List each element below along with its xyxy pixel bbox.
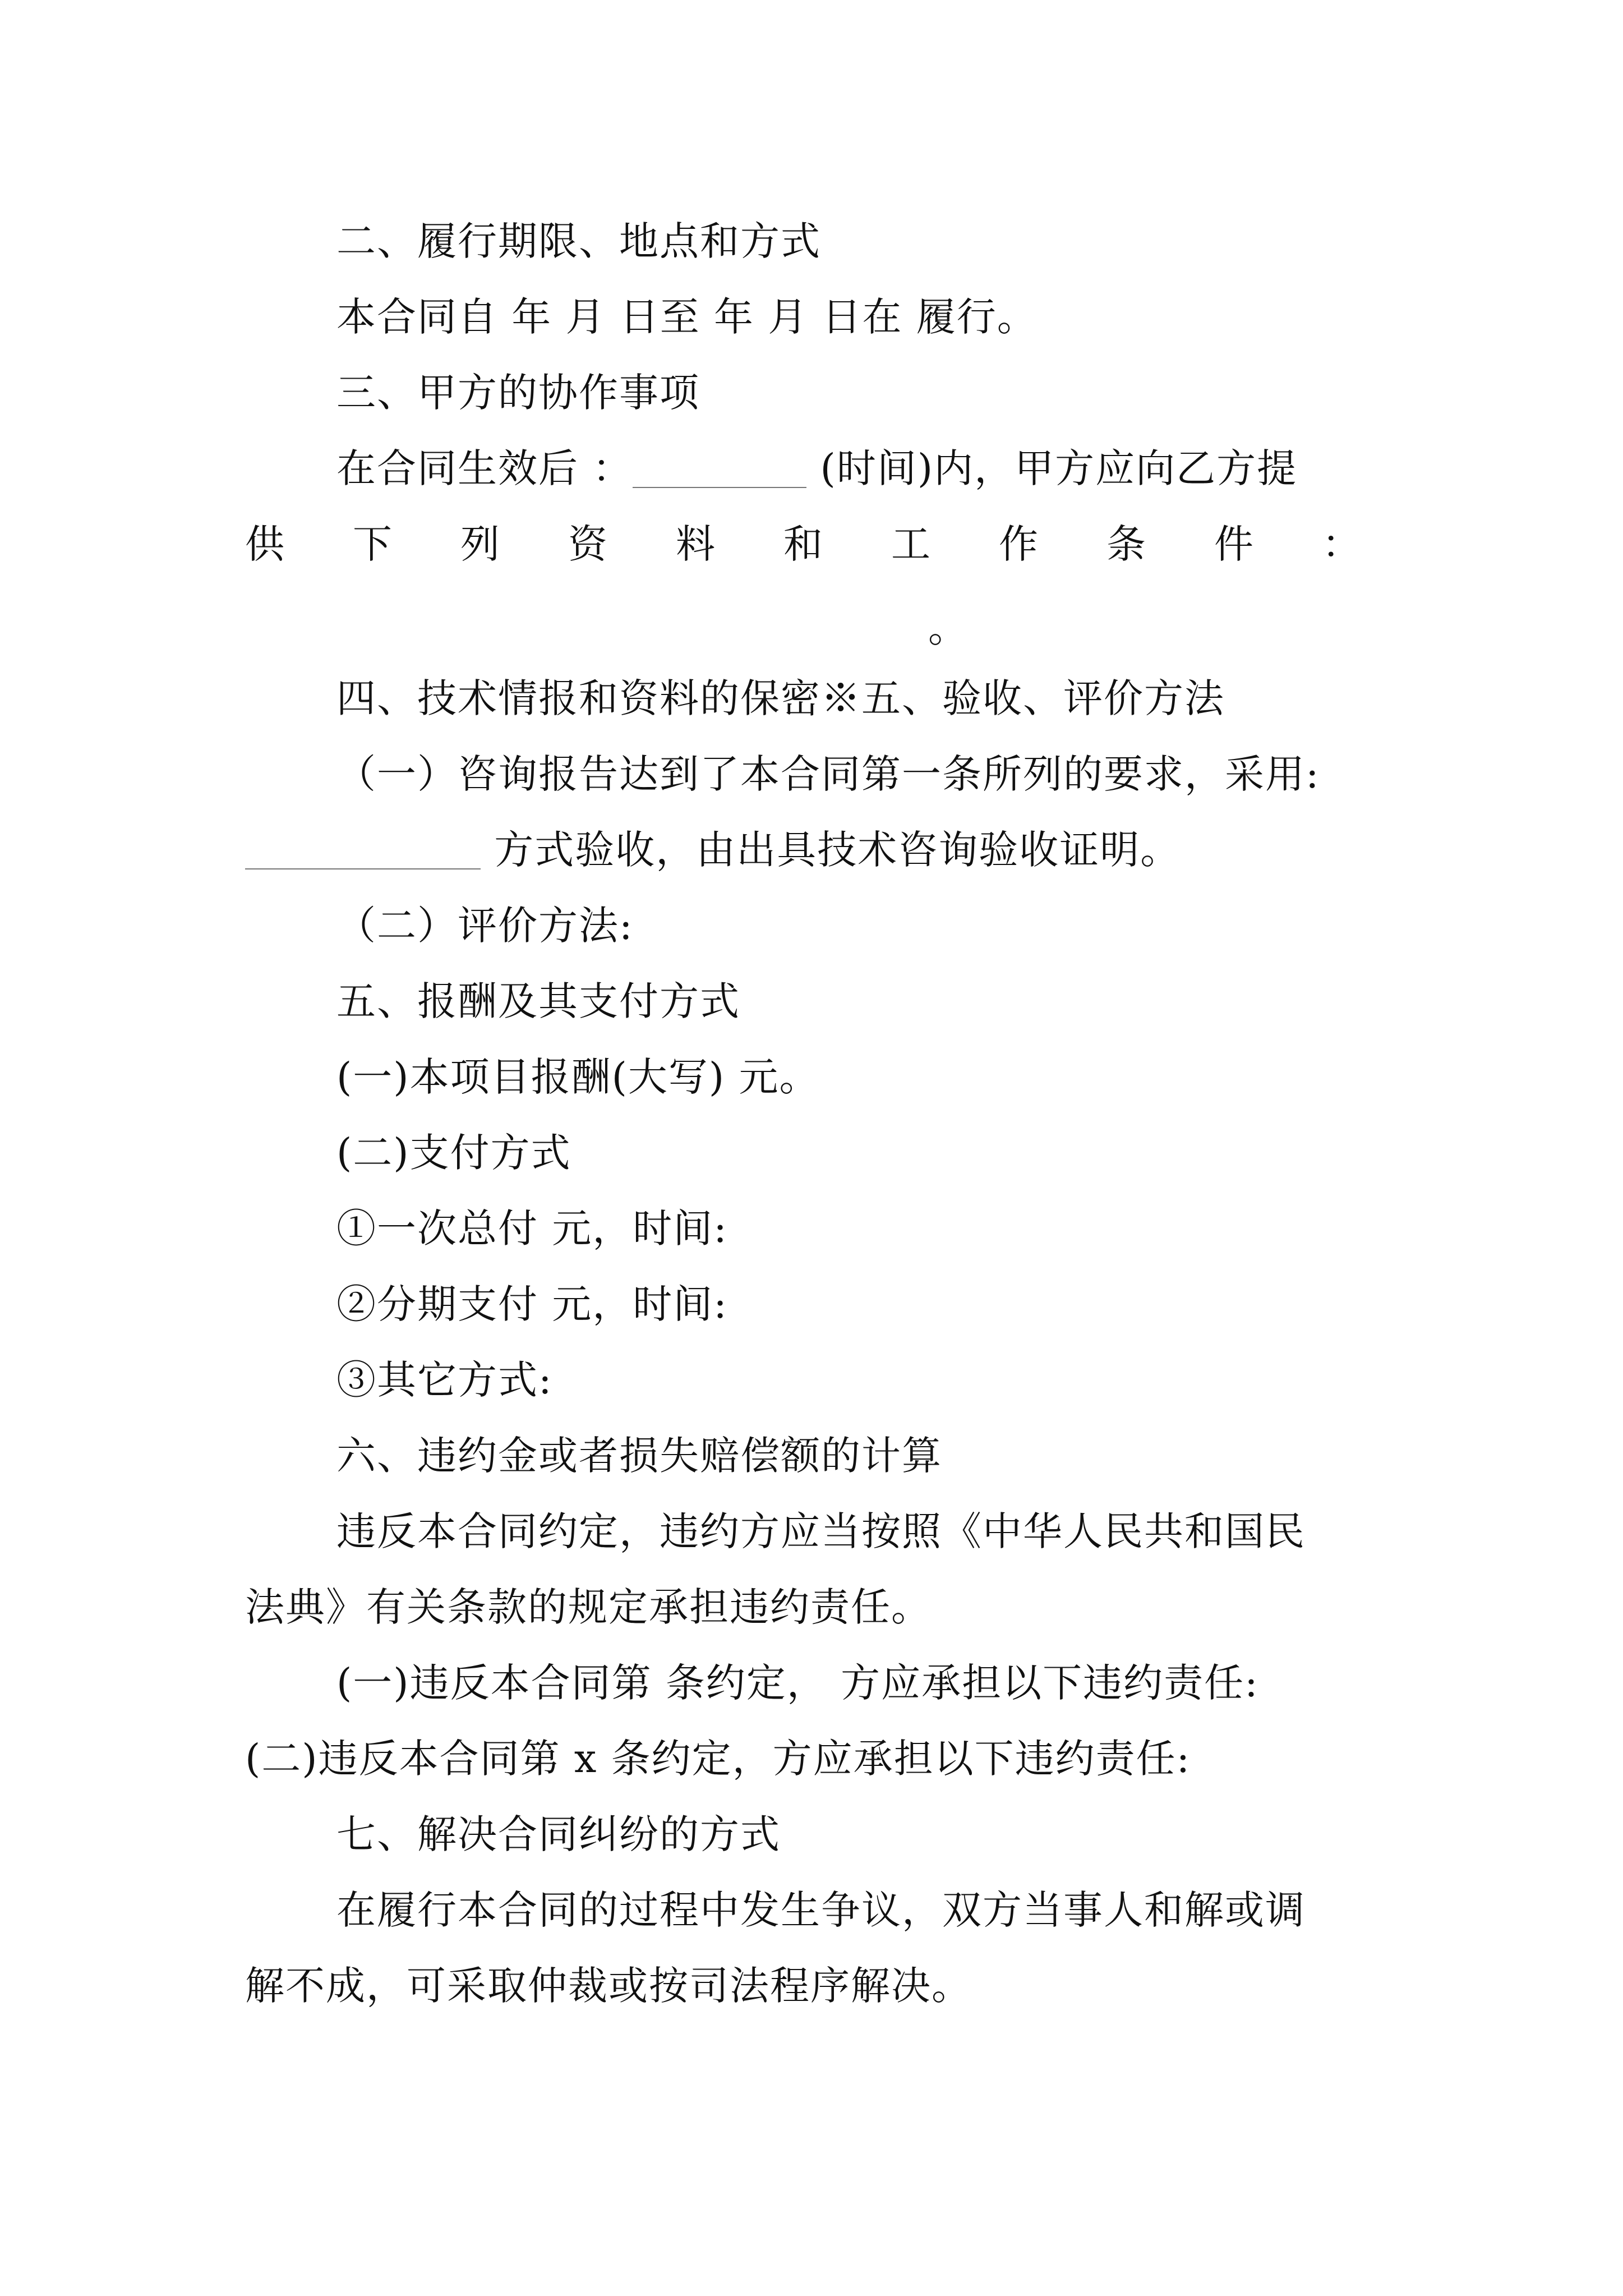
breach-paragraph-line-2: 法典》有关条款的规定承担违约责任。 bbox=[245, 1584, 932, 1630]
breach-paragraph-line-1: 违反本合同约定，违约方应当按照《中华人民共和国民 bbox=[336, 1508, 1306, 1554]
acceptance-item-1-continued bbox=[245, 827, 1181, 873]
spread-char: 件 bbox=[1214, 521, 1253, 567]
spread-char: 作 bbox=[999, 521, 1038, 567]
spread-char: 料 bbox=[676, 521, 715, 567]
spread-char: 供 bbox=[245, 521, 284, 567]
payment-option-3: ③其它方式: bbox=[336, 1357, 553, 1403]
term-paragraph: 本合同自 年 月 日至 年 月 日在 履行。 bbox=[336, 294, 1038, 340]
payment-method: (二)支付方式 bbox=[336, 1130, 571, 1176]
cooperation-spread-line bbox=[245, 521, 1361, 567]
section-heading-term: 二、履行期限、地点和方式 bbox=[336, 218, 821, 264]
dispute-paragraph-line-1: 在履行本合同的过程中发生争议，双方当事人和解或调 bbox=[336, 1887, 1306, 1933]
dispute-paragraph-line-2: 解不成，可采取仲裁或按司法程序解决。 bbox=[245, 1963, 972, 2009]
acceptance-item-1: （一）咨询报告达到了本合同第一条所列的要求，采用: bbox=[336, 751, 1320, 797]
spread-char: 列 bbox=[460, 521, 500, 567]
section-heading-cooperation: 三、甲方的协作事项 bbox=[336, 370, 700, 416]
payment-option-2: ②分期支付 元，时间: bbox=[336, 1281, 728, 1327]
payment-amount: (一)本项目报酬(大写) 元。 bbox=[336, 1054, 820, 1100]
evaluation-item: （二）评价方法: bbox=[336, 903, 634, 949]
section-heading-payment: 五、报酬及其支付方式 bbox=[336, 978, 740, 1024]
cooperation-paragraph bbox=[336, 445, 1298, 491]
section-heading-confidentiality: 四、技术情报和资料的保密※五、验收、评价方法 bbox=[336, 675, 1225, 721]
spread-char: ： bbox=[1322, 521, 1361, 567]
cooperation-end-mark: 。 bbox=[928, 605, 967, 651]
acceptance-suffix: 方式验收，由出具技术咨询验收证明。 bbox=[481, 827, 1181, 873]
spread-char: 下 bbox=[353, 521, 392, 567]
spread-char: 资 bbox=[568, 521, 607, 567]
method-blank bbox=[245, 834, 481, 869]
cooperation-prefix: 在合同生效后 ： bbox=[336, 445, 633, 491]
time-blank bbox=[633, 452, 806, 488]
spread-char: 条 bbox=[1106, 521, 1146, 567]
spread-char: 和 bbox=[783, 521, 823, 567]
breach-item-1: (一)违反本合同第 条约定， 方应承担以下违约责任: bbox=[336, 1660, 1259, 1706]
breach-item-2: (二)违反本合同第 x 条约定，方应承担以下违约责任: bbox=[245, 1736, 1191, 1782]
cooperation-suffix: (时间)内，甲方应向乙方提 bbox=[806, 445, 1298, 491]
section-heading-breach: 六、违约金或者损失赔偿额的计算 bbox=[336, 1433, 942, 1479]
section-heading-dispute: 七、解决合同纠纷的方式 bbox=[336, 1811, 781, 1857]
payment-option-1: ①一次总付 元，时间: bbox=[336, 1205, 728, 1251]
spread-char: 工 bbox=[891, 521, 930, 567]
